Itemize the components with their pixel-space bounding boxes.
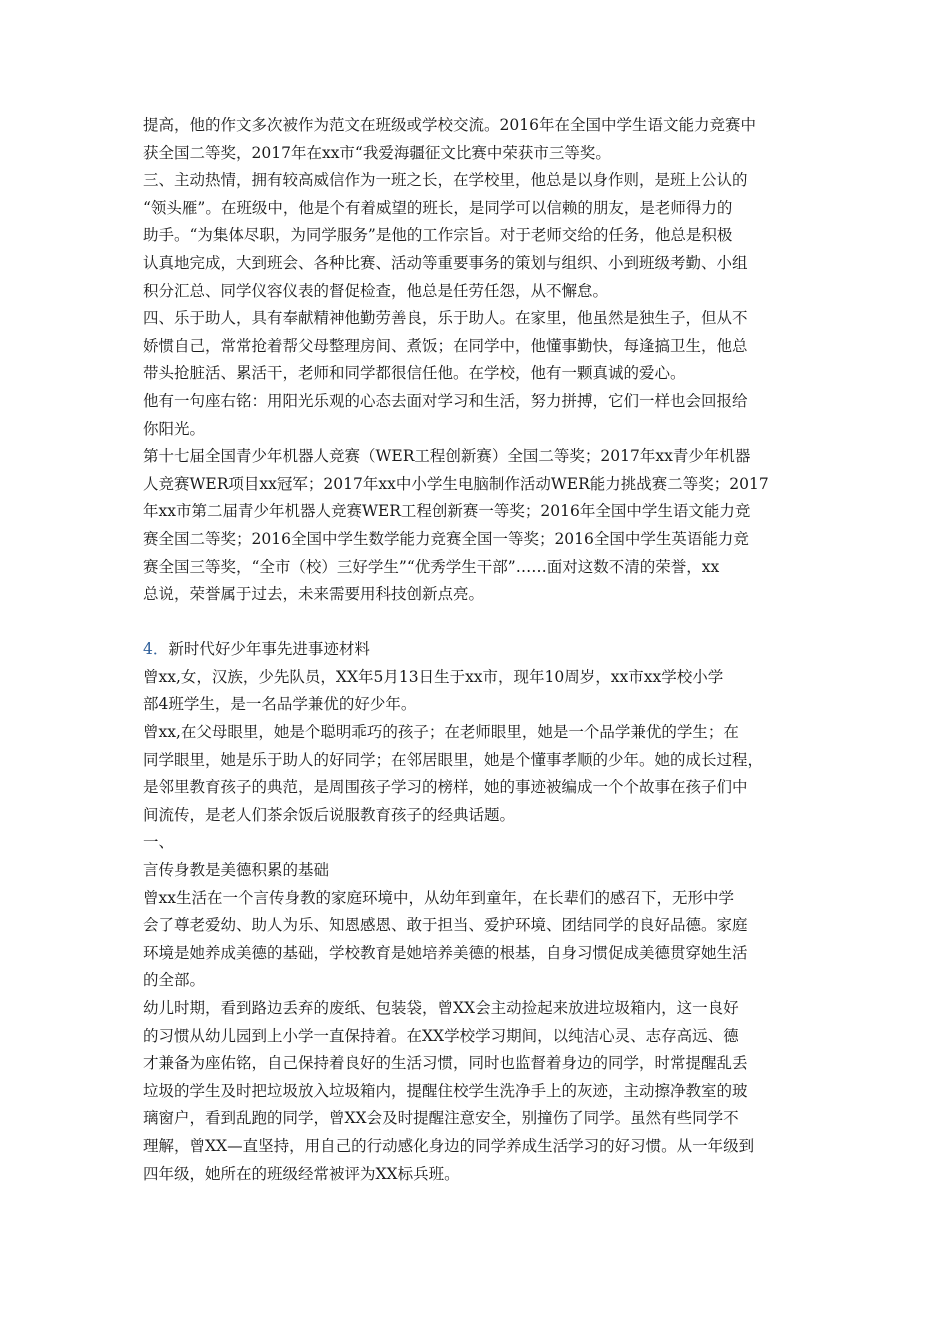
text-line: 你阳光。 — [143, 419, 206, 438]
text-line: 垃圾的学生及时把垃圾放入垃圾箱内，提醒住校学生洗净手上的灰迹，主动擦净教室的玻 — [143, 1081, 748, 1100]
text-line: 的全部。 — [143, 971, 206, 990]
text-line: 第十七届全国青少年机器人竞赛（WER工程创新赛）全国二等奖；2017年xx青少年机器 — [143, 447, 751, 466]
text-line: 理解，曾XX—直坚持，用自己的行动感化身边的同学养成生活学习的好习惯。从一年级到 — [143, 1136, 755, 1155]
text-line: 人竞赛WER项目xx冠军；2017年xx中小学生电脑制作活动WER能力挑战赛二等奖；2017 — [143, 474, 769, 493]
text-line: 三、主动热情，拥有较高威信作为一班之长，在学校里，他总是以身作则，是班上公认的 — [143, 171, 748, 190]
text-line: 赛全国二等奖；2016全国中学生数学能力竞赛全国一等奖；2016全国中学生英语能力竞 — [143, 529, 749, 548]
text-line: 曾xx生活在一个言传身教的家庭环境中，从幼年到童年，在长辈们的感召下，无形中学 — [143, 888, 734, 907]
text-line: “领头雁”。在班级中，他是个有着威望的班长，是同学可以信赖的朋友，是老师得力的 — [143, 198, 733, 217]
text-line: 娇惯自己，常常抢着帮父母整理房间、煮饭；在同学中，他懂事勤快，每逢搞卫生，他总 — [143, 336, 748, 355]
text-line: 带头抢脏活、累活干，老师和同学都很信任他。在学校，他有一颗真诚的爱心。 — [143, 364, 686, 383]
section-title: 新时代好少年事先进事迹材料 — [168, 640, 370, 659]
text-line: 年xx市第二届青少年机器人竞赛WER工程创新赛一等奖；2016年全国中学生语文能力竞 — [143, 502, 751, 521]
text-line: 璃窗户，看到乱跑的同学，曾XX会及时提醒注意安全，别撞伤了同学。虽然有些同学不 — [143, 1109, 739, 1128]
text-line: 的习惯从幼儿园到上小学一直保持着。在XX学校学习期间，以纯洁心灵、志存高远、德 — [143, 1026, 739, 1045]
text-line: 会了尊老爱幼、助人为乐、知恩感恩、敢于担当、爱护环境、团结同学的良好品德。家庭 — [143, 916, 748, 935]
text-line: 言传身教是美德积累的基础 — [143, 861, 330, 880]
text-line: 同学眼里，她是乐于助人的好同学；在邻居眼里，她是个懂事孝顺的少年。她的成长过程， — [143, 750, 764, 769]
text-line: 认真地完成，大到班会、各种比赛、活动等重要事务的策划与组织、小到班级考勤、小组 — [143, 253, 748, 272]
text-line: 曾xx,在父母眼里，她是个聪明乖巧的孩子；在老师眼里，她是一个品学兼优的学生；在 — [143, 723, 739, 742]
text-line: 一、 — [143, 833, 175, 852]
text-line: 提高，他的作文多次被作为范文在班级或学校交流。2016年在全国中学生语文能力竞赛中 — [143, 116, 756, 134]
text-line: 获全国二等奖，2017年在xx市“我爱海疆征文比赛中荣获市三等奖。 — [143, 143, 611, 162]
document-body — [143, 112, 813, 1188]
text-line: 四年级，她所在的班级经常被评为XX标兵班。 — [143, 1164, 460, 1183]
text-line: 赛全国三等奖，“全市（校）三好学生”“优秀学生干部”……面对这数不清的荣誉，xx — [143, 557, 720, 576]
text-line: 幼儿时期，看到路边丢弃的废纸、包装袋，曾XX会主动捡起来放进垃圾箱内，这一良好 — [143, 999, 739, 1017]
section-heading — [143, 636, 813, 664]
text-line: 他有一句座右铭：用阳光乐观的心态去面对学习和生活，努力拼搏，它们一样也会回报给 — [143, 391, 748, 410]
text-line: 间流传，是老人们茶余饭后说服教育孩子的经典话题。 — [143, 805, 516, 824]
text-line: 是邻里教育孩子的典范，是周围孩子学习的榜样，她的事迹被编成一个个故事在孩子们中 — [143, 778, 748, 797]
paragraph-gap — [143, 609, 813, 637]
text-line: 曾xx,女，汉族，少先队员，XX年5月13日生于xx市，现年10周岁，xx市xx学校小学 — [143, 667, 724, 686]
text-block-story — [143, 664, 813, 1188]
section-number: 4． — [143, 640, 169, 659]
text-line: 部4班学生，是一名品学兼优的好少年。 — [143, 695, 417, 714]
text-line: 环境是她养成美德的基础，学校教育是她培养美德的根基，自身习惯促成美德贯穿她生活 — [143, 943, 748, 962]
text-line: 四、乐于助人，具有奉献精神他勤劳善良，乐于助人。在家里，他虽然是独生子，但从不 — [143, 309, 748, 328]
text-line: 助手。“为集体尽职，为同学服务”是他的工作宗旨。对于老师交给的任务，他总是积极 — [143, 226, 733, 245]
text-line: 积分汇总、同学仪容仪表的督促检查，他总是任劳任怨，从不懈怠。 — [143, 281, 609, 300]
text-line: 才兼备为座佑铭，自己保持着良好的生活习惯，同时也监督着身边的同学，时常提醒乱丢 — [143, 1054, 748, 1073]
text-block-awards — [143, 112, 813, 609]
text-line: 总说，荣誉属于过去，未来需要用科技创新点亮。 — [143, 585, 485, 604]
